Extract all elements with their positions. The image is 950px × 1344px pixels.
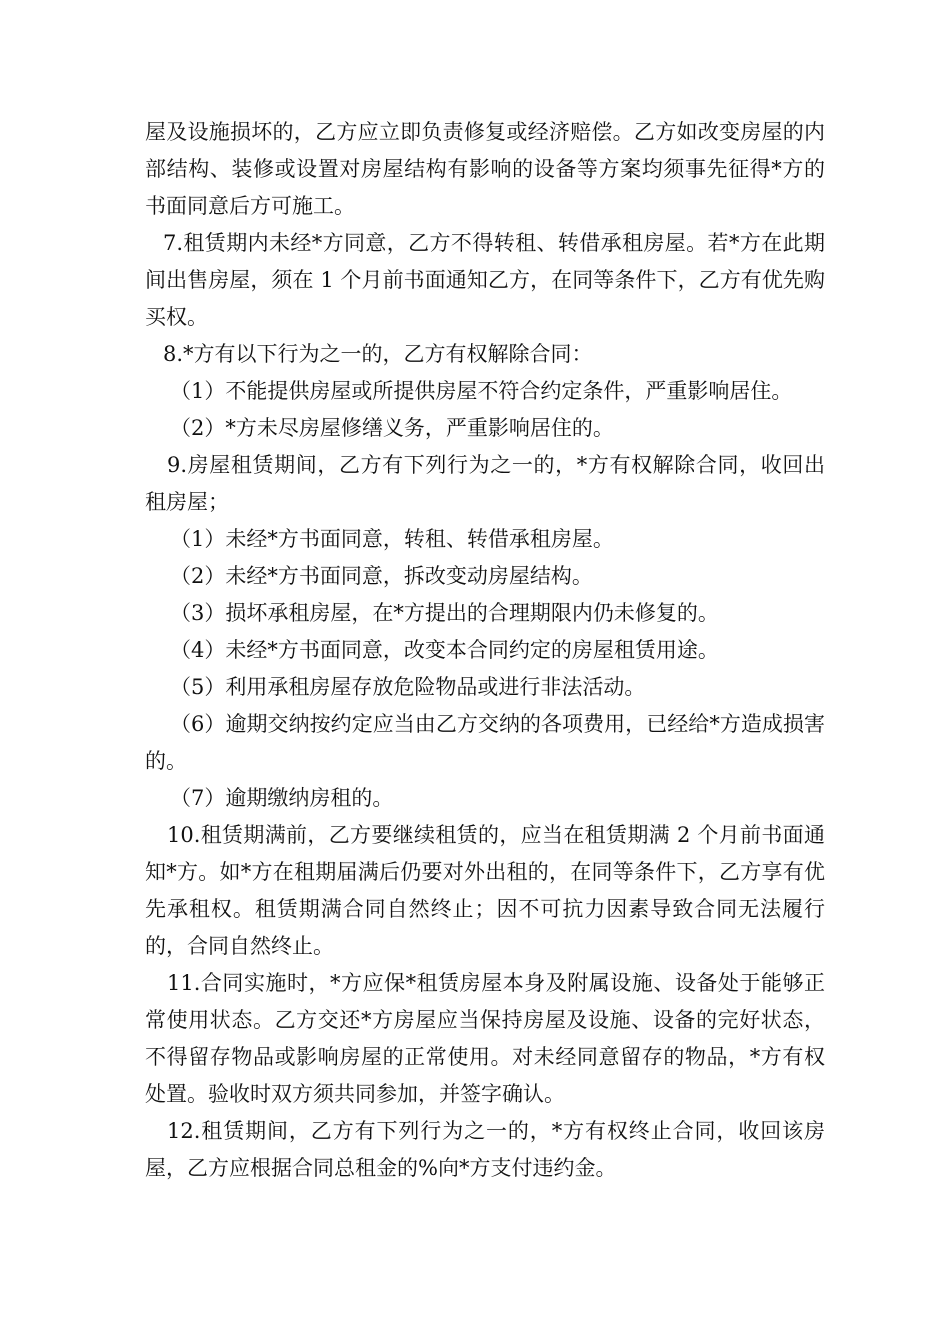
paragraph-damage-repair: 屋及设施损坏的，乙方应立即负责修复或经济赔偿。乙方如改变房屋的内部结构、装修或设置对房屋结构有影响的设备等方案均须事先征得*方的书面同意后方可施工。 (145, 120, 825, 218)
paragraph-clause-9-item-7: （7）逾期缴纳房租的。 (170, 786, 394, 810)
paragraph-clause-7: 7.租赁期内未经*方同意，乙方不得转租、转借承租房屋。若*方在此期间出售房屋，须在 1 个月前书面通知乙方，在同等条件下，乙方有优先购买权。 (145, 231, 825, 329)
paragraph-clause-9-item-3: （3）损坏承租房屋，在*方提出的合理期限内仍未修复的。 (170, 601, 719, 625)
paragraph-clause-10: 10.租赁期满前，乙方要继续租赁的，应当在租赁期满 2 个月前书面通知*方。如*方在租期届满后仍要对外出租的，在同等条件下，乙方享有优先承租权。租赁期满合同自然终止；因不可抗力因素导致合同无法履行的，合同自然终止。 (145, 823, 825, 958)
paragraph-clause-9-item-5: （5）利用承租房屋存放危险物品或进行非法活动。 (170, 675, 646, 699)
paragraph-clause-9-item-2: （2）未经*方书面同意，拆改变动房屋结构。 (170, 564, 593, 588)
paragraph-clause-9-item-6: （6）逾期交纳按约定应当由乙方交纳的各项费用，已经给*方造成损害的。 (145, 712, 825, 773)
paragraph-clause-9: 9.房屋租赁期间，乙方有下列行为之一的，*方有权解除合同，收回出租房屋； (145, 453, 825, 514)
paragraph-clause-8-item-1: （1）不能提供房屋或所提供房屋不符合约定条件，严重影响居住。 (170, 379, 793, 403)
paragraph-clause-11: 11.合同实施时，*方应保*租赁房屋本身及附属设施、设备处于能够正常使用状态。乙方交还*方房屋应当保持房屋及设施、设备的完好状态，不得留存物品或影响房屋的正常使用。对未经同意留存的物品，*方有权处置。验收时双方须共同参加，并签字确认。 (145, 971, 825, 1106)
paragraph-clause-9-item-1: （1）未经*方书面同意，转租、转借承租房屋。 (170, 527, 614, 551)
paragraph-clause-12: 12.租赁期间，乙方有下列行为之一的，*方有权终止合同，收回该房屋，乙方应根据合同总租金的%向*方支付违约金。 (145, 1119, 825, 1180)
paragraph-clause-9-item-4: （4）未经*方书面同意，改变本合同约定的房屋租赁用途。 (170, 638, 719, 662)
document-body (145, 114, 825, 1187)
paragraph-clause-8: 8.*方有以下行为之一的，乙方有权解除合同： (163, 342, 593, 366)
paragraph-clause-8-item-2: （2）*方未尽房屋修缮义务，严重影响居住的。 (170, 416, 614, 440)
